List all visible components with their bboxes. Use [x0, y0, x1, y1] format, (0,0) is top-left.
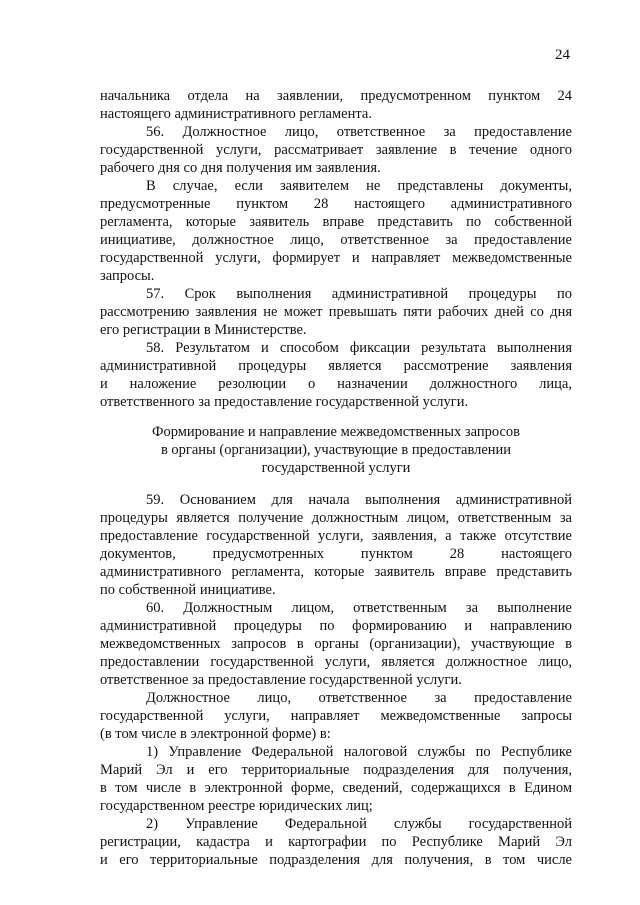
- text-line: Марий Эл и его территориальные подразделения для получения,: [100, 762, 572, 778]
- text-line: предусмотренные пунктом 28 настоящего административного: [100, 196, 572, 212]
- text-line: рабочего дня со дня получения им заявления.: [100, 160, 381, 176]
- text-line: (в том числе в электронной форме) в:: [100, 726, 331, 742]
- text-line: и наложение резолюции о назначении должностного лица,: [100, 376, 572, 392]
- section-heading-line: государственной услуги: [261, 460, 411, 476]
- text-line: его регистрации в Министерстве.: [100, 322, 307, 338]
- text-line: настоящего административного регламента.: [100, 106, 372, 122]
- text-line: государственной услуги, направляет межведомственные запросы: [100, 708, 572, 724]
- section-heading-line: Формирование и направление межведомственных запросов: [152, 424, 520, 440]
- text-line: и его территориальные подразделения для получения, в том числе: [100, 852, 572, 868]
- paragraph-57-line: 57. Срок выполнения административной процедуры по: [146, 286, 572, 302]
- text-line: ответственное за предоставление государственной услуги.: [100, 672, 462, 688]
- text-line: государственной услуги, рассматривает заявление в течение одного: [100, 142, 572, 158]
- text-line: регламента, которые заявитель вправе представить по собственной: [100, 214, 572, 230]
- text-line: документов, предусмотренных пунктом 28 настоящего: [100, 546, 572, 562]
- list-item-line: 1) Управление Федеральной налоговой службы по Республике: [146, 744, 572, 760]
- text-line: предоставление государственной услуги, заявления, а также отсутствие: [100, 528, 572, 544]
- text-line: государственной услуги, формирует и направляет межведомственные: [100, 250, 572, 266]
- text-line: запросы.: [100, 268, 155, 284]
- text-line: рассмотрению заявления не может превышать пяти рабочих дней со дня: [100, 304, 572, 320]
- paragraph-60-line: 60. Должностным лицом, ответственным за выполнение: [146, 600, 572, 616]
- text-line: инициативе, должностное лицо, ответственное за предоставление: [100, 232, 572, 248]
- text-line: Должностное лицо, ответственное за предоставление: [146, 690, 572, 706]
- text-line: межведомственных запросов в органы (организации), участвующие в: [100, 636, 572, 652]
- list-item-line: 2) Управление Федеральной службы государственной: [146, 816, 572, 832]
- text-line: ответственного за предоставление государственной услуги.: [100, 394, 469, 410]
- section-heading-line: в органы (организации), участвующие в предоставлении: [160, 442, 512, 458]
- text-line: начальника отдела на заявлении, предусмотренном пунктом 24: [100, 88, 572, 104]
- text-line: по собственной инициативе.: [100, 582, 276, 598]
- text-line: государственном реестре юридических лиц;: [100, 798, 373, 814]
- text-line: регистрации, кадастра и картографии по Республике Марий Эл: [100, 834, 572, 850]
- paragraph-59-line: 59. Основанием для начала выполнения административной: [146, 492, 572, 508]
- text-line: административной процедуры по формированию и направлению: [100, 618, 572, 634]
- text-line: административного регламента, которые заявитель вправе представить: [100, 564, 572, 580]
- page-number: 24: [555, 47, 570, 63]
- paragraph-58-line: 58. Результатом и способом фиксации результата выполнения: [146, 340, 572, 356]
- text-line: процедуры является получение должностным лицом, ответственным за: [100, 510, 572, 526]
- text-line: в том числе в электронной форме, сведений, содержащихся в Едином: [100, 780, 572, 796]
- text-line: предоставлении государственной услуги, является должностное лицо,: [100, 654, 572, 670]
- paragraph-56-line: 56. Должностное лицо, ответственное за предоставление: [146, 124, 572, 140]
- text-line: В случае, если заявителем не представлены документы,: [146, 178, 572, 194]
- text-line: административной процедуры является рассмотрение заявления: [100, 358, 572, 374]
